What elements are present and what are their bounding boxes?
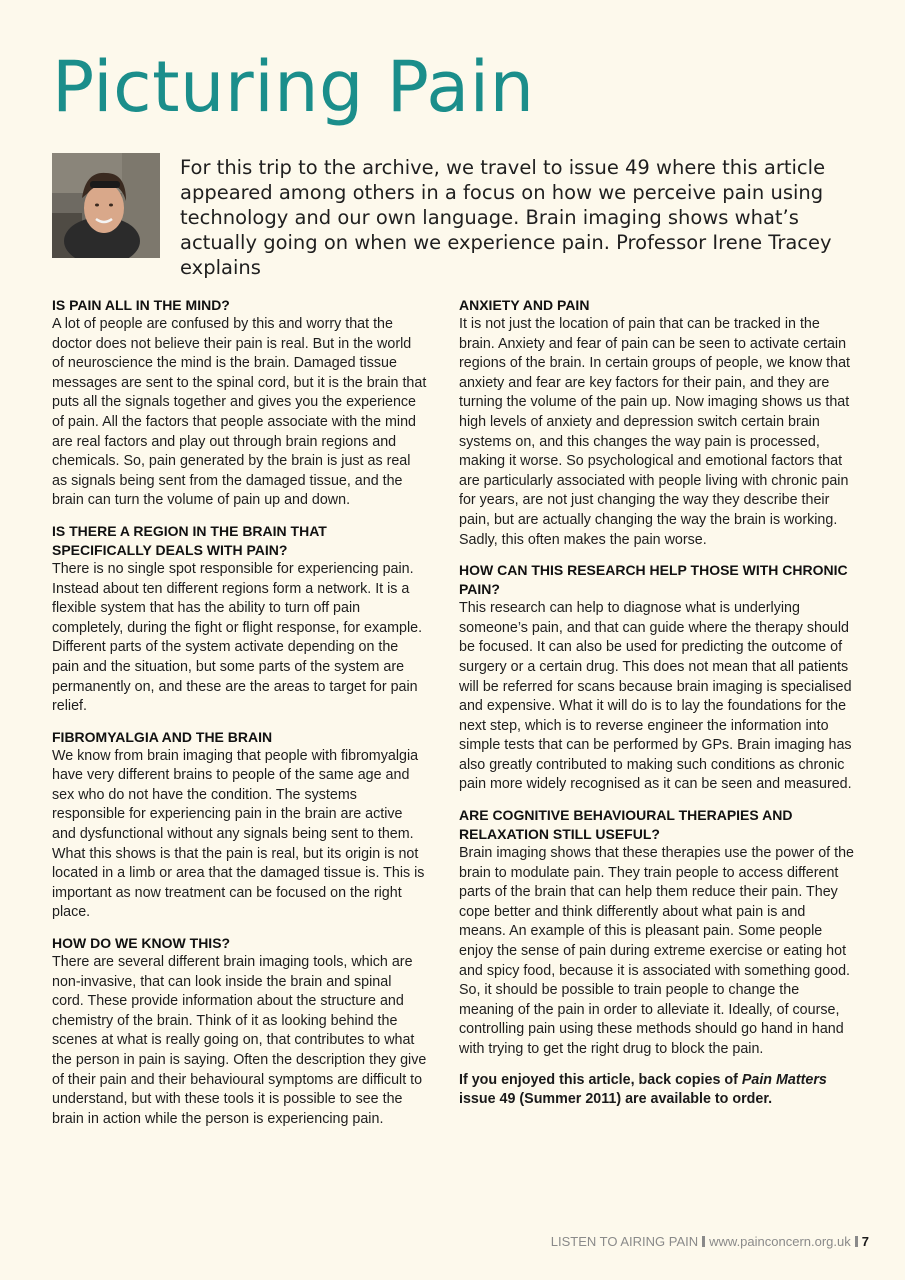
section-anxiety bbox=[459, 296, 855, 550]
section-brain-region bbox=[52, 522, 427, 717]
section-body: We know from brain imaging that people with fibromyalgia have very different brains to people of the same age and sex who do not have the condition. The systems responsible for experiencing pain in the brain are active and dysfunctional without any signals being sent to them. What this shows is that the pain is real, but its origin is not located in a limb or area that the damaged tissue is. This is important as now treatment can be focused on the right place. bbox=[52, 747, 425, 921]
footer-separator bbox=[855, 1236, 858, 1247]
section-heading: ARE COGNITIVE BEHAVIOURAL THERAPIES AND RELAXATION STILL USEFUL? bbox=[459, 807, 793, 843]
article-intro: For this trip to the archive, we travel to issue 49 where this article appeared among others in a focus on how we perceive pain using technology and our own language. Brain imaging shows what’s actually going on when we experience pain. Professor Irene Tracey explains bbox=[180, 156, 832, 279]
section-heading: IS PAIN ALL IN THE MIND? bbox=[52, 297, 230, 313]
section-body: Brain imaging shows that these therapies use the power of the brain to modulate pain. They train people to access different parts of the brain that can help them reduce their pain. They cope better and think differently about what pain is and means. An example of this is pleasant pain. Some people enjoy the sense of pain during extreme exercise or eating hot and spicy food, because it is associated with something good. So, it should be possible to train people to change the meaning of the pain in order to alleviate it. Ideally, of course, controlling pain using these methods should go hand in hand with trying to get the right drug to block the pain. bbox=[459, 845, 854, 1057]
author-portrait bbox=[52, 153, 160, 258]
right-column bbox=[459, 296, 855, 1110]
page-number: 7 bbox=[861, 1234, 869, 1249]
article-title: Picturing Pain bbox=[52, 46, 535, 128]
page-footer bbox=[551, 1234, 869, 1249]
section-cbt bbox=[459, 806, 855, 1060]
section-heading: HOW DO WE KNOW THIS? bbox=[52, 935, 231, 952]
section-body: A lot of people are confused by this and worry that the doctor does not believe their pain is real. But in the world of neuroscience the mind is the brain. Damaged tissue messages are sent to the spinal cord, but it is the brain that puts all the signals together and gives you the experience of pain. All the factors that people associate with the mind are real factors and play out through brain regions and chemicals. So, pain generated by the brain is just as real as signals being sent from the damaged tissue, and the brain can turn the volume of pain up and down. bbox=[52, 316, 427, 509]
section-body: There is no single spot responsible for experiencing pain. Instead about ten different regions form a network. It is a flexible system that has the ability to turn off pain completely, during the fight or flight response, for example. Different parts of the system activate depending on the pain and the situation, but some parts of the system are permanently on, and these are the areas to target for pain relief. bbox=[52, 560, 423, 715]
left-column bbox=[52, 296, 427, 1140]
closing-prefix: If you enjoyed this article, back copies of bbox=[459, 1071, 742, 1088]
closing-suffix: issue 49 (Summer 2011) are available to order. bbox=[459, 1091, 773, 1108]
section-heading: HOW CAN THIS RESEARCH HELP THOSE WITH CHRONIC PAIN? bbox=[459, 562, 848, 598]
section-fibromyalgia bbox=[52, 728, 427, 923]
section-pain-in-mind bbox=[52, 296, 427, 511]
section-body: There are several different brain imaging tools, which are non-invasive, that can look inside the brain and spinal cord. These provide information about the structure and chemistry of the brain. Think of it as looking behind the scenes at what is really going on, that contributes to what the person in pain is saying. Often the description they give of their pain and their behavioural symptoms are difficult to understand, but with these tools it is possible to see the brain in action while the person is experiencing pain. bbox=[52, 954, 427, 1127]
section-research-help bbox=[459, 561, 855, 795]
footer-listen: LISTEN TO AIRING PAIN bbox=[550, 1234, 699, 1249]
back-copies-note bbox=[459, 1071, 855, 1110]
section-heading: FIBROMYALGIA AND THE BRAIN bbox=[52, 728, 273, 745]
footer-separator bbox=[702, 1236, 705, 1247]
section-heading: ANXIETY AND PAIN bbox=[459, 297, 590, 313]
section-how-we-know bbox=[52, 934, 427, 1129]
section-heading: IS THERE A REGION IN THE BRAIN THAT SPECIFICALLY DEALS WITH PAIN? bbox=[52, 522, 327, 558]
footer-url[interactable]: www.painconcern.org.uk bbox=[709, 1234, 851, 1249]
section-body: It is not just the location of pain that can be tracked in the brain. Anxiety and fear of pain can be seen to activate certain regions of the brain. In certain groups of people, we know that anxiety and fear are key factors for their pain, and they are turning the volume of the pain up. Now imaging shows us that high levels of anxiety and depression switch certain brain systems on, and this changes the way pain is processed, making it worse. So psychological and emotional factors that are particularly associated with people living with chronic pain for years, are not just changing the way they describe their pain, but are actually changing the way the brain is working. Sadly, this often makes the pain worse. bbox=[459, 316, 851, 548]
magazine-name: Pain Matters bbox=[741, 1071, 827, 1088]
section-body: This research can help to diagnose what is underlying someone’s pain, and that can guide where the therapy should be focused. It can also be used for predicting the outcome of surgery or a certain drug. This does not mean that all patients will be referred for scans because brain imaging is specialised and expensive. What it will do is to lay the foundations for the next step, which is to reverse engineer the information into simple tests that can be performed by GPs. Brain imaging has also greatly contributed to making such conditions as chronic pain more widely recognised as it can be seen and measured. bbox=[459, 600, 852, 793]
